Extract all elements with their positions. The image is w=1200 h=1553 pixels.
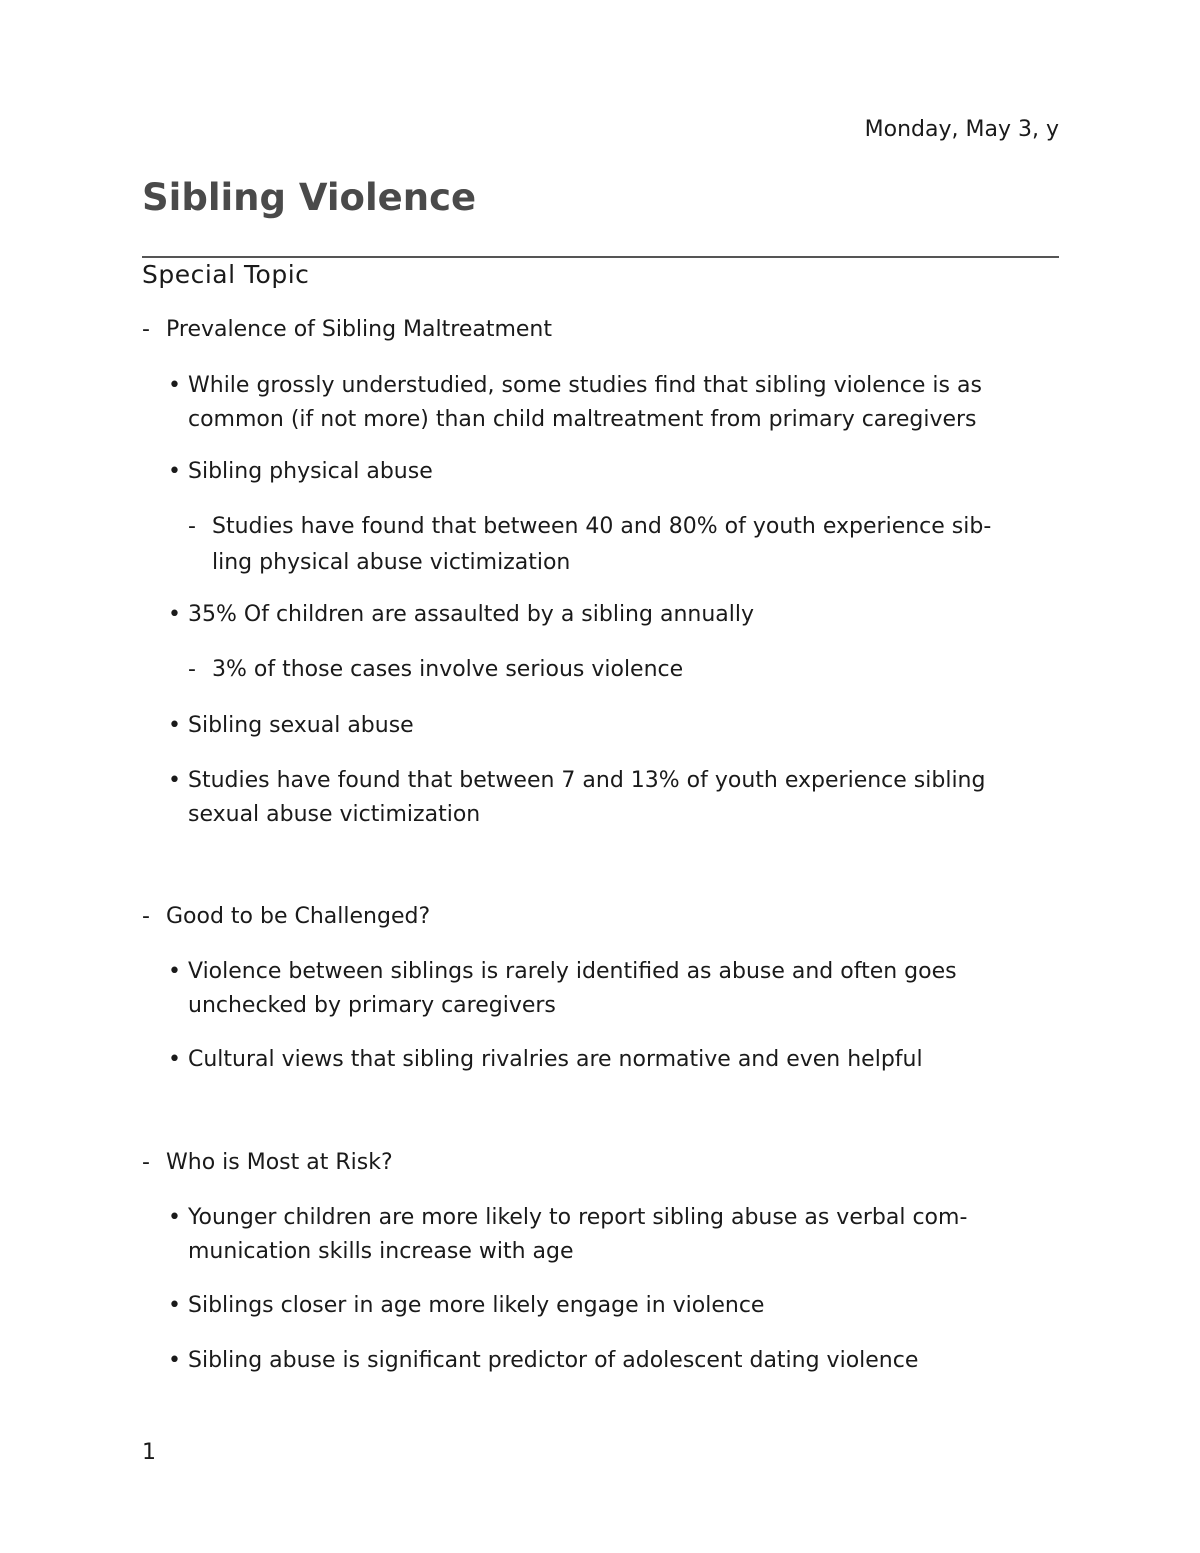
list-item-text: common (if not more) than child maltreatment from primary caregivers	[188, 407, 977, 432]
bullet-marker: •	[168, 1348, 181, 1373]
list-item-text: sexual abuse victimization	[188, 802, 481, 827]
page-number: 1	[142, 1440, 156, 1465]
bullet-marker: •	[168, 373, 181, 398]
dash-marker: -	[142, 1150, 150, 1175]
outline-heading-text: Prevalence of Sibling Maltreatment	[166, 317, 552, 342]
title-divider	[142, 256, 1059, 258]
dash-marker: -	[142, 317, 150, 342]
bullet-marker: •	[168, 1047, 181, 1072]
sub-list-item-text: 3% of those cases involve serious violence	[212, 657, 684, 682]
list-item-text: Violence between siblings is rarely identified as abuse and often goes	[188, 959, 957, 984]
bullet-marker: •	[168, 459, 181, 484]
bullet-marker: •	[168, 768, 181, 793]
dash-marker: -	[142, 904, 150, 929]
bullet-marker: •	[168, 1205, 181, 1230]
document-date: Monday, May 3, y	[864, 117, 1059, 142]
list-item-text: Sibling abuse is significant predictor of adolescent dating violence	[188, 1348, 919, 1373]
dash-marker: -	[188, 657, 196, 682]
list-item-text: Sibling sexual abuse	[188, 713, 414, 738]
dash-marker: -	[188, 514, 196, 539]
bullet-marker: •	[168, 602, 181, 627]
bullet-marker: •	[168, 959, 181, 984]
outline-heading-text: Who is Most at Risk?	[166, 1150, 393, 1175]
list-item-text: 35% Of children are assaulted by a sibling annually	[188, 602, 754, 627]
sub-list-item-text: ling physical abuse victimization	[212, 550, 571, 575]
list-item-text: Younger children are more likely to report sibling abuse as verbal com-	[188, 1205, 968, 1230]
section-heading: Special Topic	[142, 260, 310, 289]
bullet-marker: •	[168, 713, 181, 738]
sub-list-item-text: Studies have found that between 40 and 80% of youth experience sib-	[212, 514, 992, 539]
list-item-text: Cultural views that sibling rivalries are normative and even helpful	[188, 1047, 923, 1072]
list-item-text: While grossly understudied, some studies find that sibling violence is as	[188, 373, 982, 398]
list-item-text: Siblings closer in age more likely engage in violence	[188, 1293, 765, 1318]
outline-heading-text: Good to be Challenged?	[166, 904, 431, 929]
bullet-marker: •	[168, 1293, 181, 1318]
list-item-text: unchecked by primary caregivers	[188, 993, 556, 1018]
list-item-text: Sibling physical abuse	[188, 459, 433, 484]
document-title: Sibling Violence	[142, 176, 477, 219]
list-item-text: munication skills increase with age	[188, 1239, 574, 1264]
list-item-text: Studies have found that between 7 and 13% of youth experience sibling	[188, 768, 986, 793]
